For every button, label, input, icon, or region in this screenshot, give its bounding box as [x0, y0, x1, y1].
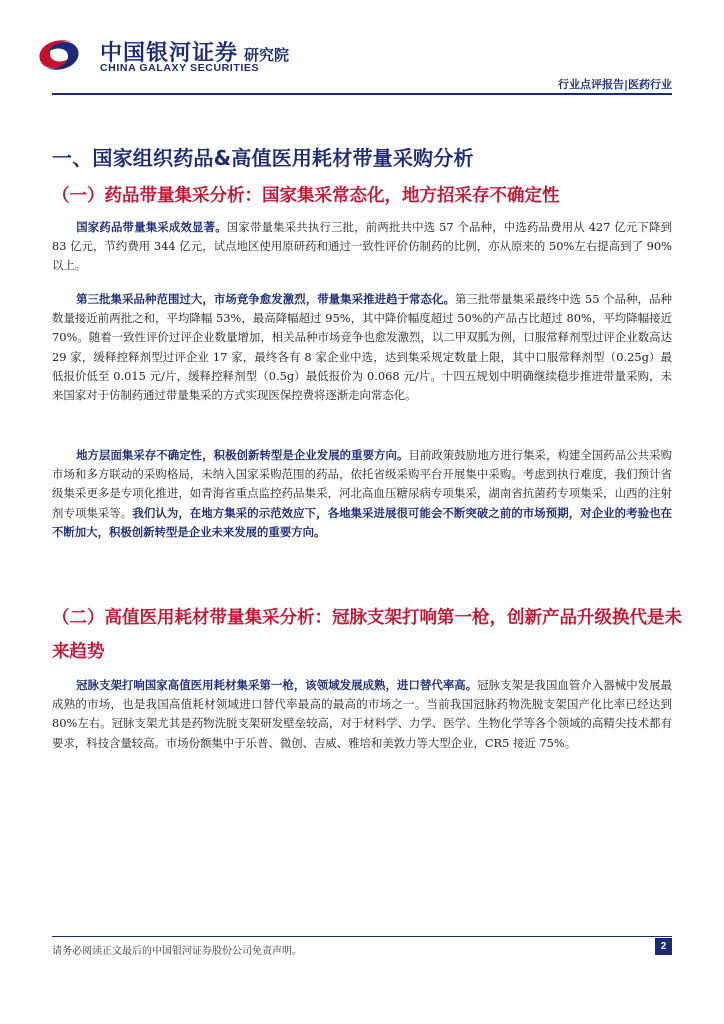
paragraph-body: 冠脉支架是我国血管介入器械中发展最成熟的市场，也是我国高值耗材领域进口替代率最高的最高的市场之一。当前我国冠脉药物洗脱支架国产化比率已经达到 80%左右。冠脉支架尤其是药物洗脱支架研发壁垒较高，对于材料学、力学、医学、生物化学等各个领域的高精尖技术都有要求，科技含量较高。市场份额集中于乐普、微创、吉威、雅培和美敦力等大型企业，CR5 接近 75%。	[52, 678, 672, 750]
logo-institute: 研究院	[244, 46, 290, 64]
paragraph-drug-results	[52, 218, 672, 276]
galaxy-swirl-logo-icon	[34, 34, 84, 76]
paragraph-body: 第三批带量集采最终中选 55 个品种，品种数量接近前两批之和，平均降幅 53%，最高降幅超过 95%，其中降价幅度超过 50%的产品占比超过 80%，平均降幅接近 70%。随着一致性评价过评企业数量增加，相关品种市场竞争也愈发激烈，以二甲双胍为例，口服常释剂型过评企业数高达 29 家，缓释控释剂型过评企业 17 家，最终各有 8 家企业中选，达到集采规定数量上限，其中口服常释剂型（0.25g）最低报价低至 0.015 元/片，缓释控释剂型（0.5g）最低报价为 0.068 元/片。十四五规划中明确继续稳步推进带量采购，未来国家对于仿制药通过带量集采的方式实现医保控费将逐渐走向常态化。	[52, 292, 672, 403]
paragraph-lead: 冠脉支架打响国家高值医用耗材集采第一枪，该领域发展成熟，进口替代率高。	[76, 678, 478, 692]
paragraph-body: 国家带量集采共执行三批，前两批共中选 57 个品种，中选药品费用从 427 亿元下降到 83 亿元，节约费用 344 亿元，试点地区使用原研药和通过一致性评价仿制药的比例，亦从原来的 50%左右提高到了 90%以上。	[52, 220, 672, 273]
paragraph-third-batch	[52, 290, 672, 405]
page-number: 2	[655, 938, 672, 955]
footer-divider	[52, 936, 672, 937]
logo-chinese-name: 中国银河证券	[100, 41, 239, 66]
paragraph-lead: 国家药品带量集采成效显著。	[76, 220, 227, 234]
subsection-title-consumables: （二）高值医用耗材带量集采分析：冠脉支架打响第一枪，创新产品升级换代是未	[52, 608, 682, 628]
paragraph-lead: 地方层面集采存不确定性，积极创新转型是企业发展的重要方向。	[76, 448, 409, 462]
report-type-label: 行业点评报告|医药行业	[557, 78, 672, 91]
paragraph-body: 目前政策鼓励地方进行集采，构建全国药品公共采购市场和多方联动的采购格局，未纳入国家采购范围的药品，依托省级采购平台开展集中采购。考虑到执行难度，我们预计省级集采更多是专项化推进，如青海省重点监控药品集采，河北高血压糖尿病专项集采，湖南省抗菌药专项集采，山西的注射剂专项集采等。	[52, 448, 672, 520]
subsection-title-consumables-cont: 来趋势	[52, 642, 105, 662]
paragraph-lead: 第三批集采品种范围过大，市场竞争愈发激烈，带量集采推进趋于常态化。	[76, 292, 455, 306]
paragraph-conclusion: 我们认为，在地方集采的示范效应下，各地集采进展很可能会不断突破之前的市场预期，对企业的考验也在不断加大，积极创新转型是企业未来发展的重要方向。	[52, 505, 672, 539]
paragraph-coronary-stent	[52, 676, 672, 753]
header-divider	[52, 93, 672, 95]
footer-disclaimer: 请务必阅读正文最后的中国银河证券股份公司免责声明。	[52, 946, 302, 957]
section-title: 一、国家组织药品&高值医用耗材带量采购分析	[52, 146, 474, 170]
subsection-title-drugs: （一）药品带量集采分析：国家集采常态化，地方招采存不确定性	[52, 186, 560, 206]
logo-english-name: CHINA GALAXY SECURITIES	[100, 62, 260, 74]
paragraph-local-procurement	[52, 446, 672, 542]
